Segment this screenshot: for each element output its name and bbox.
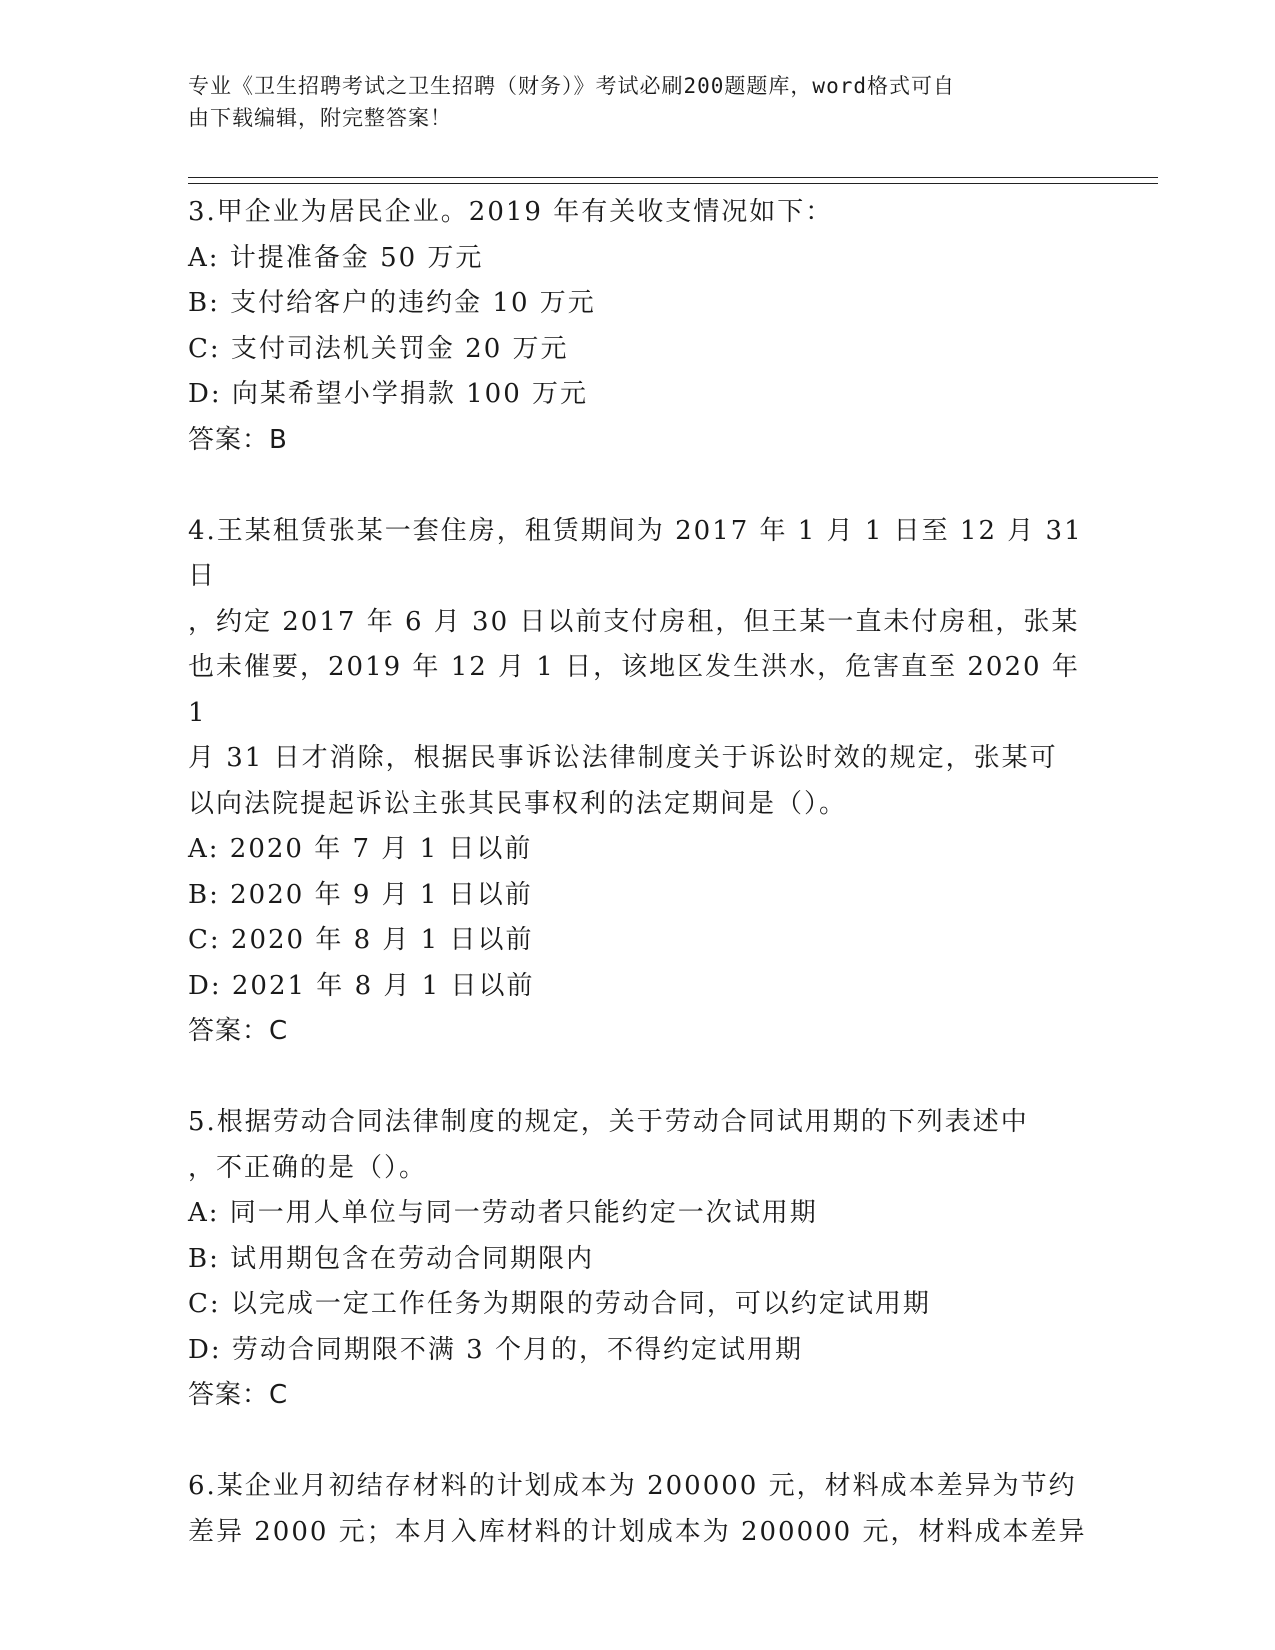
answer: 答案：C — [188, 1016, 289, 1046]
header-line-2: 由下载编辑，附完整答案！ — [188, 106, 452, 130]
question-text-line: 5.根据劳动合同法律制度的规定，关于劳动合同试用期的下列表述中 — [188, 1107, 1029, 1137]
question-list — [188, 190, 1088, 1555]
question-text-line: 差异 2000 元；本月入库材料的计划成本为 200000 元，材料成本差异 — [188, 1516, 1087, 1547]
option-b: B: 支付给客户的违约金 10 万元 — [188, 288, 596, 318]
header-divider-top — [188, 177, 1158, 178]
option-c: C: 支付司法机关罚金 20 万元 — [188, 333, 569, 364]
option-b: B: 2020 年 9 月 1 日以前 — [188, 879, 533, 910]
header-line-1: 专业《卫生招聘考试之卫生招聘（财务）》考试必刷200题题库，word格式可自 — [188, 74, 955, 98]
option-d: D: 向某希望小学捐款 100 万元 — [188, 379, 589, 409]
option-d: D: 劳动合同期限不满 3 个月的，不得约定试用期 — [188, 1334, 803, 1365]
question-6 — [188, 1464, 1088, 1555]
document-header — [188, 70, 1068, 134]
option-b: B: 试用期包含在劳动合同期限内 — [188, 1243, 595, 1274]
question-text-line: 4.王某租赁张某一套住房，租赁期间为 2017 年 1 月 1 日至 12 月 31 日 — [188, 515, 1083, 591]
question-text: 3.甲企业为居民企业。2019 年有关收支情况如下： — [188, 197, 834, 227]
question-4 — [188, 509, 1088, 1055]
option-a: A: 2020 年 7 月 1 日以前 — [188, 834, 533, 864]
spacer — [188, 1055, 1088, 1101]
question-text-line: 6.某企业月初结存材料的计划成本为 200000 元，材料成本差异为节约 — [188, 1471, 1077, 1501]
question-text-line: ，不正确的是（）。 — [188, 1152, 428, 1183]
option-a: A: 计提准备金 50 万元 — [188, 242, 484, 273]
option-a: A: 同一用人单位与同一劳动者只能约定一次试用期 — [188, 1198, 818, 1228]
question-text-line: 也未催要，2019 年 12 月 1 日，该地区发生洪水，危害直至 2020 年 1 — [188, 652, 1080, 728]
question-text-line: ，约定 2017 年 6 月 30 日以前支付房租，但王某一直未付房租，张某 — [188, 606, 1080, 637]
answer: 答案：C — [188, 1380, 289, 1410]
header-divider-bottom — [188, 183, 1158, 184]
question-text-line: 以向法院提起诉讼主张其民事权利的法定期间是（）。 — [188, 788, 848, 819]
question-3 — [188, 190, 1088, 463]
spacer — [188, 1419, 1088, 1465]
spacer — [188, 463, 1088, 509]
option-c: C: 以完成一定工作任务为期限的劳动合同，可以约定试用期 — [188, 1289, 931, 1319]
answer: 答案：B — [188, 424, 288, 455]
option-d: D: 2021 年 8 月 1 日以前 — [188, 970, 535, 1001]
question-text-line: 月 31 日才消除，根据民事诉讼法律制度关于诉讼时效的规定，张某可 — [188, 743, 1058, 773]
question-5 — [188, 1100, 1088, 1419]
option-c: C: 2020 年 8 月 1 日以前 — [188, 925, 534, 955]
